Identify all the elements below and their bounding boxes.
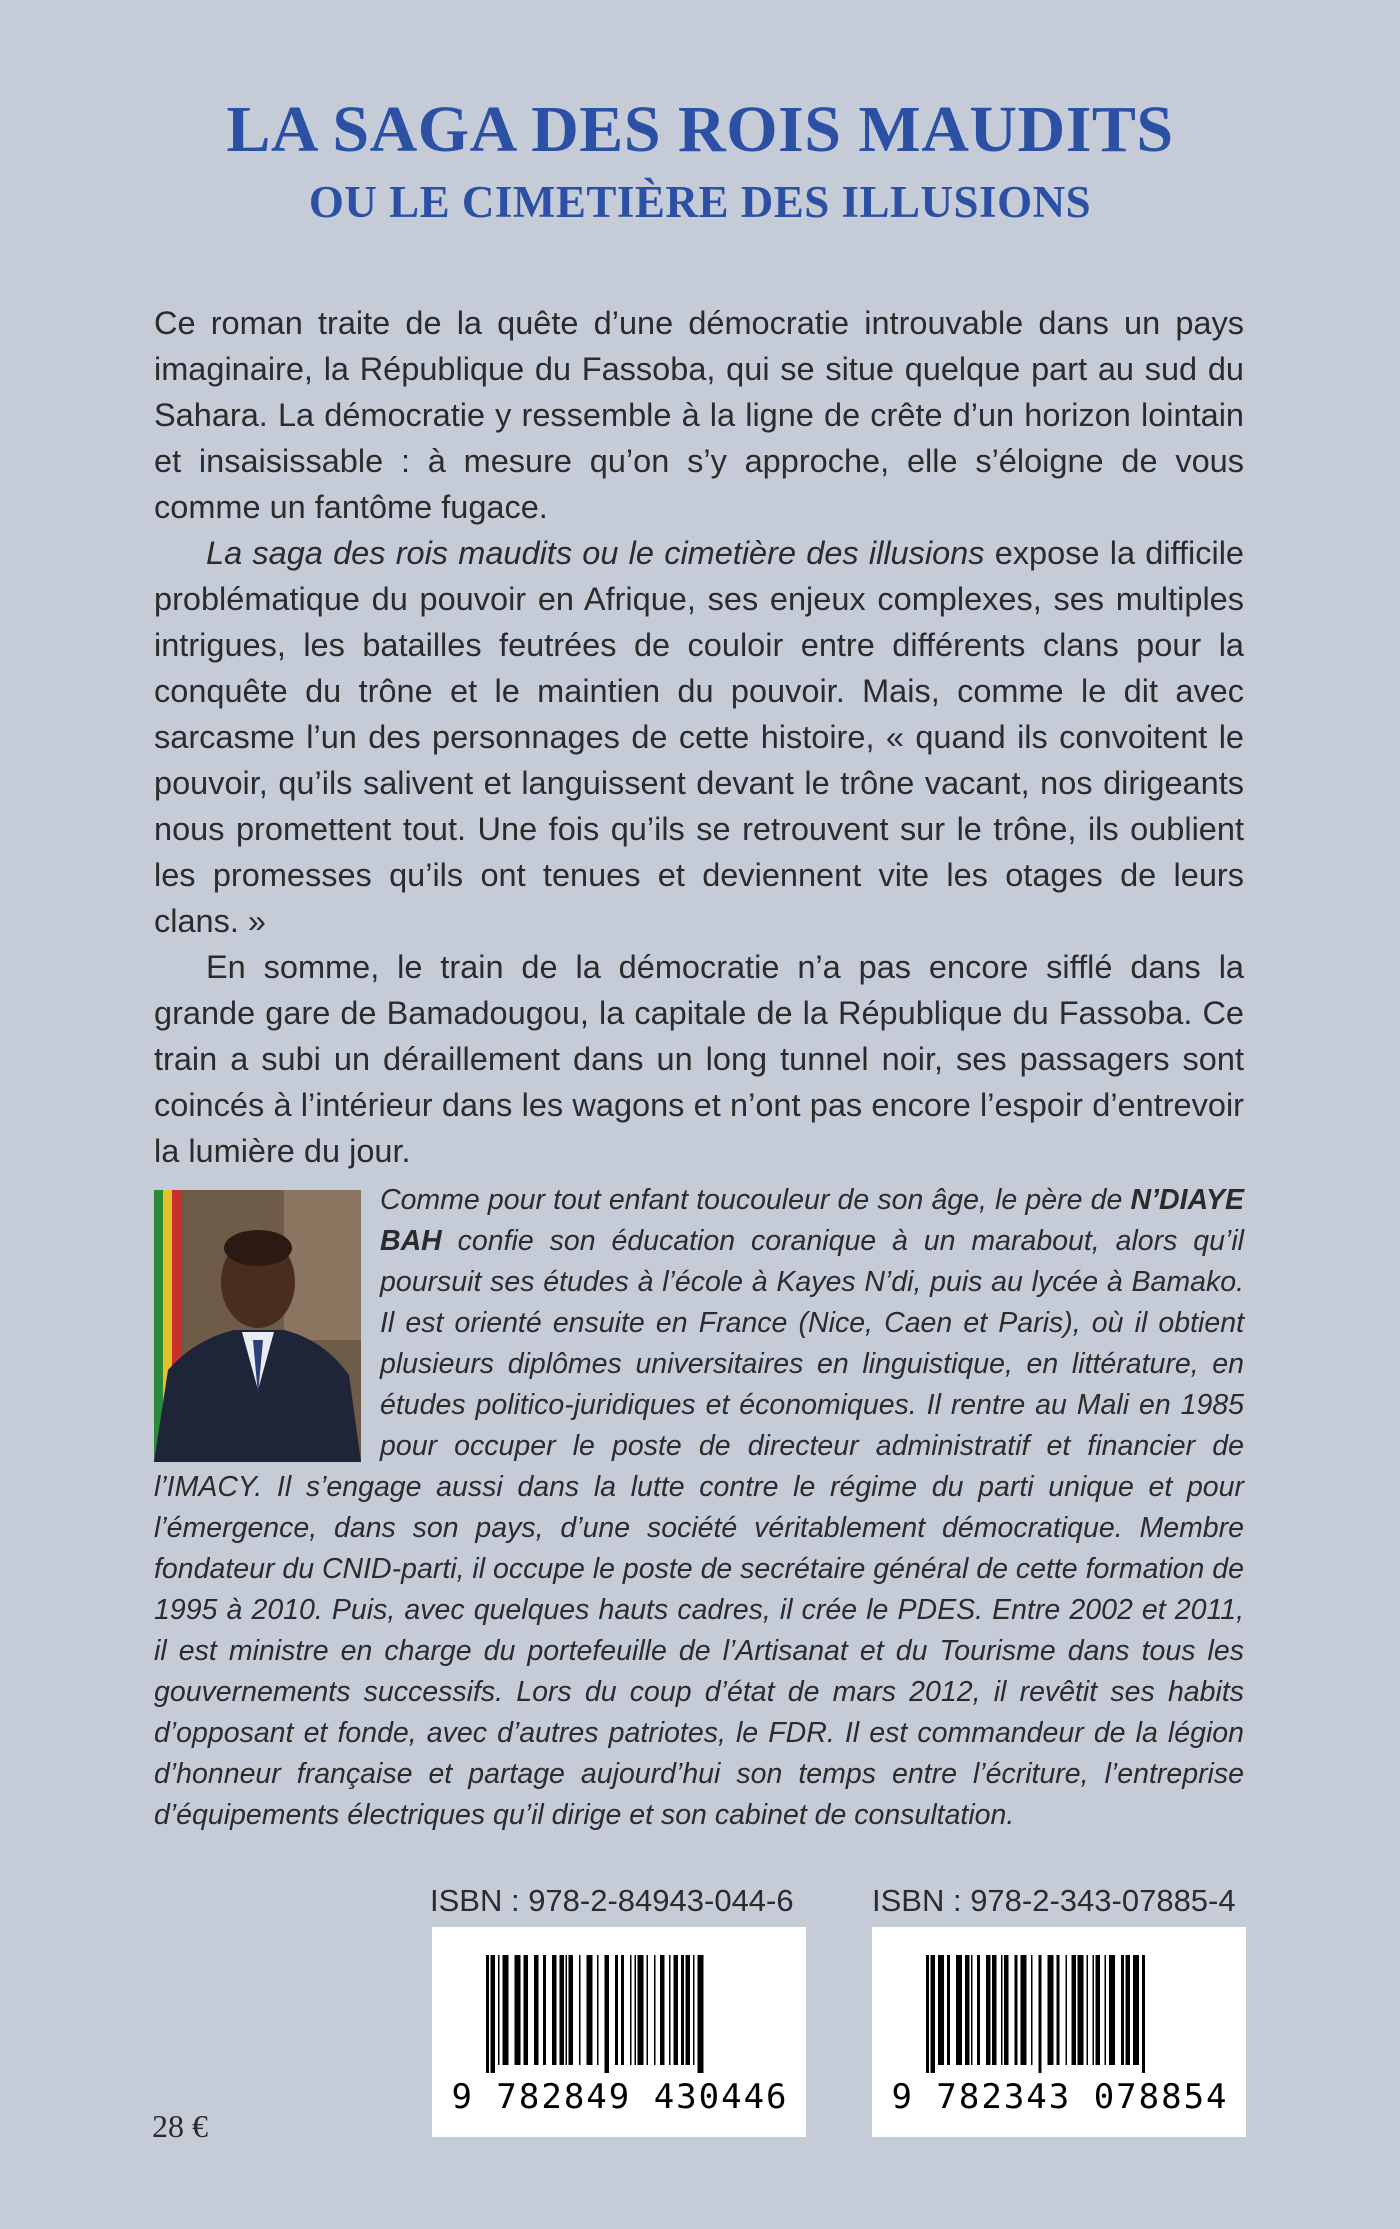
barcode-bar [1096,1955,1101,2065]
barcode-bar [1031,1955,1033,2065]
barcode-bar [1078,1955,1084,2065]
synopsis-paragraph-2-text: expose la difficile problématique du pouvoir en Afrique, ses enjeux complexes, ses multiples intrigues, les batailles feutrées de couloir entre différents clans pour la conquête du trône et le maintien du pouvoir. Mais, comme le dit avec sarcasme l’un des personnages de cette histoire, « quand ils convoitent le pouvoir, qu’ils salivent et languissent devant le trône vacant, nos dirigeants nous promettent tout. Une fois qu’ils se retrouvent sur le trône, ils oublient les promesses qu’ils ont tenues et deviennent vite les otages de leurs clans. » [154,535,1245,939]
barcode-2 [872,1927,1246,2137]
barcode-bar [524,1955,529,2065]
synopsis-paragraph-2 [154,530,1244,944]
synopsis [154,300,1244,1174]
barcode-bar [1121,1955,1124,2065]
barcode-bar [1004,1955,1009,2065]
barcode-bar [1015,1955,1018,2065]
synopsis-book-title: La saga des rois maudits ou le cimetière des illusions [206,535,985,571]
barcode-bar [977,1955,980,2065]
barcode-bar [693,1955,695,2065]
barcode-bar [597,1955,599,2065]
barcode-bar [686,1955,691,2065]
barcode-bar [1087,1955,1089,2065]
barcode-bar [503,1955,509,2065]
barcode-bar [635,1955,637,2065]
barcode-bar [1142,1955,1145,2073]
barcode-bar [1039,1955,1042,2073]
barcode-bar [638,1955,644,2065]
barcode-bar [615,1955,618,2065]
barcode-bar [534,1955,539,2065]
barcode-bar [566,1955,568,2065]
barcode-bar [992,1955,997,2065]
barcode-bar [926,1955,929,2073]
barcode-bar [647,1955,649,2065]
bio-text: confie son éducation coranique à un marabout, alors qu’il poursuit ses études à l’école à Kayes N’di, puis au lycée à Bamako. Il est orienté ensuite en France (Nice, Caen et Paris), où il obtient plusieurs diplômes universitaires en linguistique, en littérature, en études politico-juridiques et économiques. Il rentre au Mali en 1985 pour occuper le poste de directeur administratif et financier de l’IMACY. Il s’engage aussi dans la lutte contre le régime du parti unique et pour l’émergence, dans son pays, d’une société véritablement démocratique. Membre fondateur du CNID-parti, il occupe le poste de secrétaire général de cette formation de 1995 à 2010. Puis, avec quelques hauts cadres, il crée le PDES. Entre 2002 et 2011, il est ministre en charge du portefeuille de l’Artisanat et du Tourisme dans tous les gouvernements successifs. Lors du coup d’état de mars 2012, il revêtit ses habits d’opposant et fonde, avec d’autres patriotes, le FDR. Il est commandeur de la légion d’honneur française et partage aujourd’hui son temps entre l’écriture, l’entreprise d’équipements électriques qu’il dirige et son cabinet de consultation. [154,1225,1244,1831]
isbn-label-2: ISBN : 978-2-343-07885-4 [872,1883,1236,1918]
author-photo [154,1190,361,1462]
barcode-bar [965,1955,970,2065]
barcode-bar [1066,1955,1068,2065]
barcode-bar [543,1955,546,2065]
author-name: N’DIAYE BAH [380,1184,1244,1257]
barcode-bar [971,1955,973,2065]
barcode-bar [1093,1955,1095,2065]
barcode-bar [605,1955,610,2073]
barcode-bar [1126,1955,1131,2065]
barcode-digits-2: 9 782343 078854 [891,2077,1229,2117]
barcode-bar [1001,1955,1003,2065]
book-subtitle: OU LE CIMETIÈRE DES ILLUSIONS [308,177,1092,227]
price: 28 € [152,2108,208,2144]
barcode-bar [674,1955,679,2065]
bio-intro: Comme pour tout enfant toucouleur de son âge, le père de [380,1184,1131,1216]
barcode-bar [1048,1955,1054,2065]
barcode-1 [432,1927,806,2137]
barcode-bar [669,1955,671,2065]
barcode-bar [660,1955,665,2065]
barcode-bar [681,1955,684,2065]
barcode-bar [587,1955,593,2065]
barcode-bar [1021,1955,1027,2065]
barcode-bar [1072,1955,1077,2065]
barcode-bar [986,1955,991,2065]
barcode-bar [630,1955,632,2065]
barcode-bar [931,1955,936,2073]
barcode-bar [552,1955,557,2065]
barcode-digits-1: 9 782849 430446 [451,2077,789,2117]
book-title: LA SAGA DES ROIS MAUDITS [226,93,1174,166]
barcode-bar [654,1955,656,2065]
barcode-bar [515,1955,521,2065]
barcode-bar [486,1955,489,2073]
barcode-bar [579,1955,581,2065]
synopsis-paragraph-3: En somme, le train de la démocratie n’a pas encore sifflé dans la grande gare de Bamadougou, la capitale de la République du Fassoba. Ce train a subi un déraillement dans un long tunnel noir, ses passagers sont coincés à l’intérieur dans les wagons et n’ont pas encore l’espoir d’entrevoir la lumière du jour. [154,949,1244,1169]
synopsis-paragraph-1: Ce roman traite de la quête d’une démocratie introuvable dans un pays imaginaire, la République du Fassoba, qui se situe quelque part au sud du Sahara. La démocratie y ressemble à la ligne de crête d’un horizon lointain et insaisissable : à mesure qu’on s’y approche, elle s’éloigne de vous comme un fantôme fugace. [154,305,1244,525]
barcode-bar [1133,1955,1139,2065]
isbn-label-1: ISBN : 978-2-84943-044-6 [430,1883,794,1918]
barcode-bar [698,1955,704,2073]
barcode-bar [491,1955,496,2073]
barcode-bar [1105,1955,1107,2065]
barcode-bar [947,1955,950,2065]
barcode-bar [569,1955,574,2065]
barcode-bar [498,1955,500,2065]
barcode-bar [1057,1955,1060,2065]
barcode-bar [560,1955,565,2065]
barcode-bar [938,1955,944,2065]
barcode-bar [1109,1955,1115,2065]
barcode-bar [621,1955,624,2065]
barcode-bar [956,1955,962,2065]
